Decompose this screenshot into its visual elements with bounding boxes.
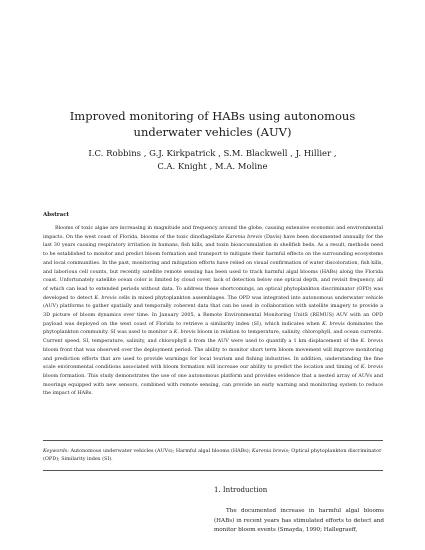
species-name: K. brevis: [173, 329, 196, 336]
species-name: Karenia brevis: [225, 233, 263, 240]
introduction-text: The documented increase in harmful algal blooms (HABs) in recent years has stimulated efforts to detect and monitor bloom events (Smayda, 1990; Hallegraeff,: [214, 508, 384, 533]
keywords-label: Keywords:: [43, 448, 69, 454]
authors-line-1: I.C. Robbins , G.J. Kirkpatrick , S.M. Blackwell , J. Hillier ,: [88, 149, 337, 159]
abstract-segment: dominates the phytoplankton community. SI was used to monitor a: [43, 320, 383, 336]
section-heading-introduction: 1. Introduction: [214, 486, 268, 494]
abstract-segment: (Davis) have been documented annually for the last 30 years causing respiratory irritation in humans, fish kills, and toxin bioaccumulation in shellfish beds. As a result, methods need to be established to monitor and predict bloom formation and transport to mitigate their harmful effects on the surrounding ecosystems and local communities. In the past, monitoring and mitigation efforts have relied on visual confirmation of water discoloration, fish kills, and laborious cell counts, but recently satellite remote sensing has been used to track harmful algal blooms (HABs) along the Florida coast. Unfortunately satellite ocean color is limited by cloud cover, lack of detection below one optical depth, and revisit frequency, all of which can lead to extended periods without data. To address these shortcomings, an optical phytoplankton discriminator (OPD) was developed to detect: [43, 233, 384, 301]
keywords-segment: ; Optical phytoplankton discriminator (OPD); Similarity index (SI).: [43, 448, 382, 462]
species-name: K. brevis: [322, 320, 345, 327]
species-name: K. brevis: [94, 294, 117, 301]
abstract-text: [43, 224, 383, 398]
keywords-bottom-rule: [43, 470, 383, 471]
species-name: K. brevis: [360, 364, 384, 371]
keywords-block: [43, 447, 383, 463]
authors-line-2: C.A. Knight , M.A. Moline: [157, 162, 268, 172]
abstract-segment: bloom in relation to temperature, salinity, chlorophyll, and ocean currents. Current speed, SI, temperature, salinity, and chlorophyll a from the AUV were used to quantify a 1 km displacement of the: [43, 329, 383, 345]
abstract-heading: Abstract: [43, 212, 70, 218]
keywords-top-rule: [43, 440, 383, 441]
species-name: Karenia brevis: [251, 448, 289, 454]
abstract-segment: bloom front that was observed over the deployment period. The ability to monitor short term bloom movement will improve monitoring and prediction efforts that are used to provide warnings for local tourism and fishing industries. In addition, understanding the fine scale environmental conditions associated with bloom formation will increase our ability to predict the location and timing of: [43, 346, 383, 371]
author-list: [50, 148, 375, 174]
paper-title: Improved monitoring of HABs using autonomous underwater vehicles (AUV): [69, 109, 356, 139]
keywords-segment: Autonomous underwater vehicles (AUVs); Harmful algal blooms (HABs);: [68, 448, 252, 454]
species-name: K. brevis: [360, 338, 384, 345]
abstract-segment: bloom formation. This study demonstrates the use of one autonomous platform and provides evidence that a nested array of AUVs and moorings equipped with new sensors, combined with remote sensing, can provide an early warning and monitoring system to reduce the impact of HABs.: [43, 372, 383, 397]
abstract-segment: Blooms of toxic algae are increasing in magnitude and frequency around the globe, causing extensive economic and environmental impacts. On the west coast of Florida, blooms of the toxic dinoflagellate: [43, 225, 383, 240]
abstract-segment: cells in mixed phytoplankton assemblages. The OPD was integrated into autonomous underwater vehicle (AUV) platforms to gather spatially and temporally coherent data that can be used in collaboration with satellite imagery to provide a 3D picture of bloom dynamics over time. In January 2005, a Remote Environmental Monitoring UnitS (REMUS) AUV with an OPD payload was deployed on the west coast of Florida to retrieve a similarity index (SI), which indicates when: [43, 294, 383, 327]
